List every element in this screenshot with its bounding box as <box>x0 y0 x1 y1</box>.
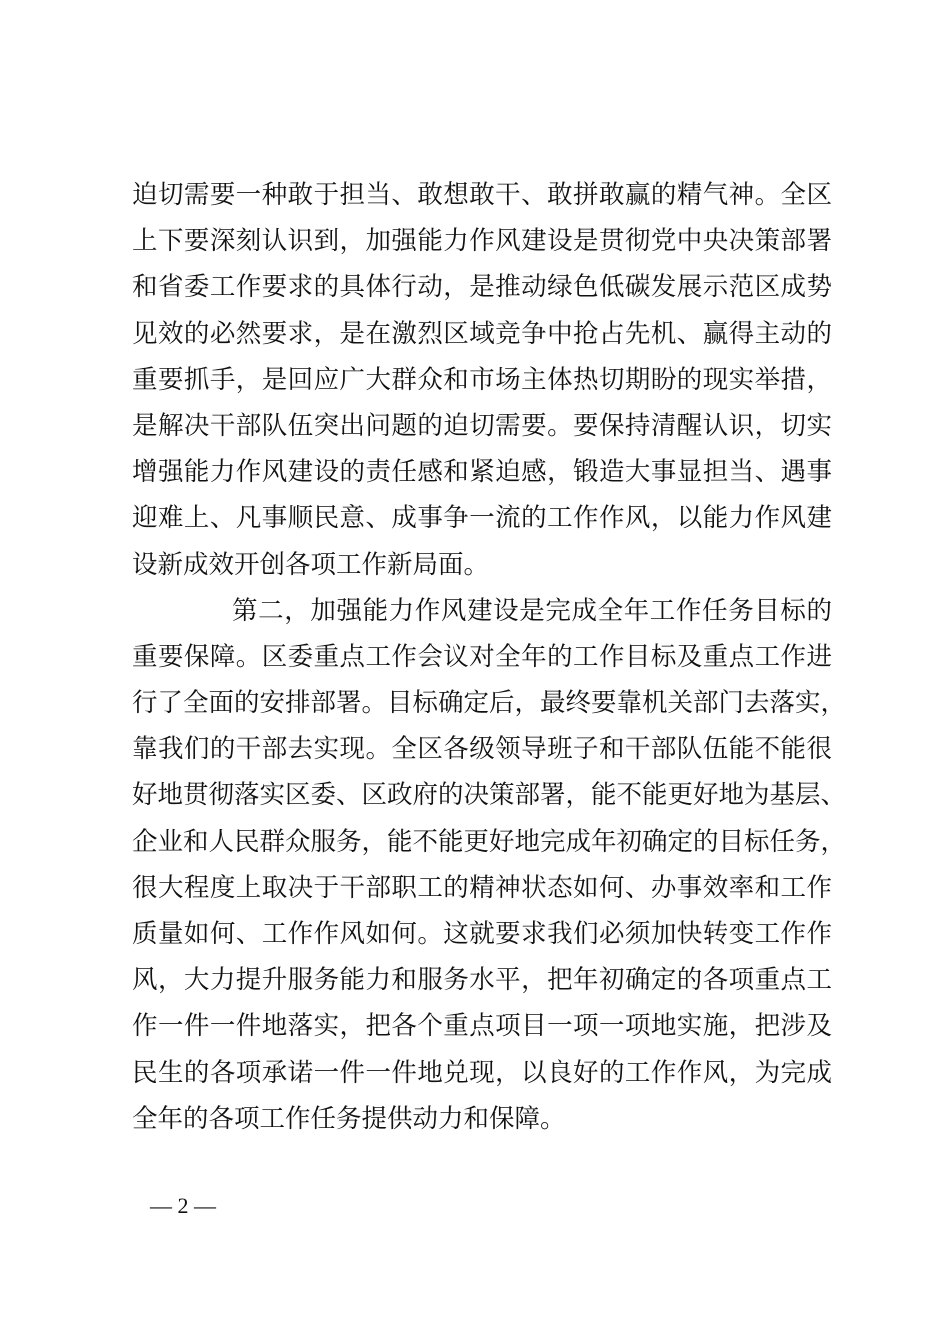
text-line: 设新成效开创各项工作新局面。 <box>132 549 490 580</box>
text-line: 好地贯彻落实区委、区政府的决策部署，能不能更好地为基层、 <box>132 780 847 811</box>
text-line: 和省委工作要求的具体行动，是推动绿色低碳发展示范区成势 <box>132 272 832 303</box>
text-line: 第二，加强能力作风建设是完成全年工作任务目标的 <box>232 595 832 626</box>
text-line: 行了全面的安排部署。目标确定后，最终要靠机关部门去落实， <box>132 688 847 719</box>
paragraph-1 <box>132 172 832 588</box>
text-line: 作一件一件地落实，把各个重点项目一项一项地实施，把涉及 <box>132 1011 832 1042</box>
text-line: 是解决干部队伍突出问题的迫切需要。要保持清醒认识，切实 <box>132 410 832 441</box>
text-line: 风，大力提升服务能力和服务水平，把年初确定的各项重点工 <box>132 965 832 996</box>
text-line: 全年的各项工作任务提供动力和保障。 <box>132 1103 566 1134</box>
text-line: 很大程度上取决于干部职工的精神状态如何、办事效率和工作 <box>132 872 832 903</box>
text-line: 质量如何、工作作风如何。这就要求我们必须加快转变工作作 <box>132 919 832 949</box>
body-text <box>132 172 847 1142</box>
text-line: 见效的必然要求，是在激烈区域竞争中抢占先机、赢得主动的 <box>132 318 832 349</box>
text-line: 迫切需要一种敢于担当、敢想敢干、敢拼敢赢的精气神。全区 <box>132 180 832 210</box>
text-line: 靠我们的干部去实现。全区各级领导班子和干部队伍能不能很 <box>132 734 832 765</box>
text-line: 民生的各项承诺一件一件地兑现，以良好的工作作风，为完成 <box>132 1057 832 1088</box>
paragraph-2 <box>132 588 847 1142</box>
text-line: 上下要深刻认识到，加强能力作风建设是贯彻党中央决策部署 <box>132 226 832 257</box>
text-line: 重要抓手，是回应广大群众和市场主体热切期盼的现实举措， <box>132 364 832 395</box>
text-line: 迎难上、凡事顺民意、成事争一流的工作作风，以能力作风建 <box>132 503 832 534</box>
page-number: — 2 — <box>150 1193 216 1218</box>
text-line: 企业和人民群众服务，能不能更好地完成年初确定的目标任务， <box>132 826 847 857</box>
text-line: 重要保障。区委重点工作会议对全年的工作目标及重点工作进 <box>132 641 832 672</box>
text-line: 增强能力作风建设的责任感和紧迫感，锻造大事显担当、遇事 <box>132 457 832 488</box>
